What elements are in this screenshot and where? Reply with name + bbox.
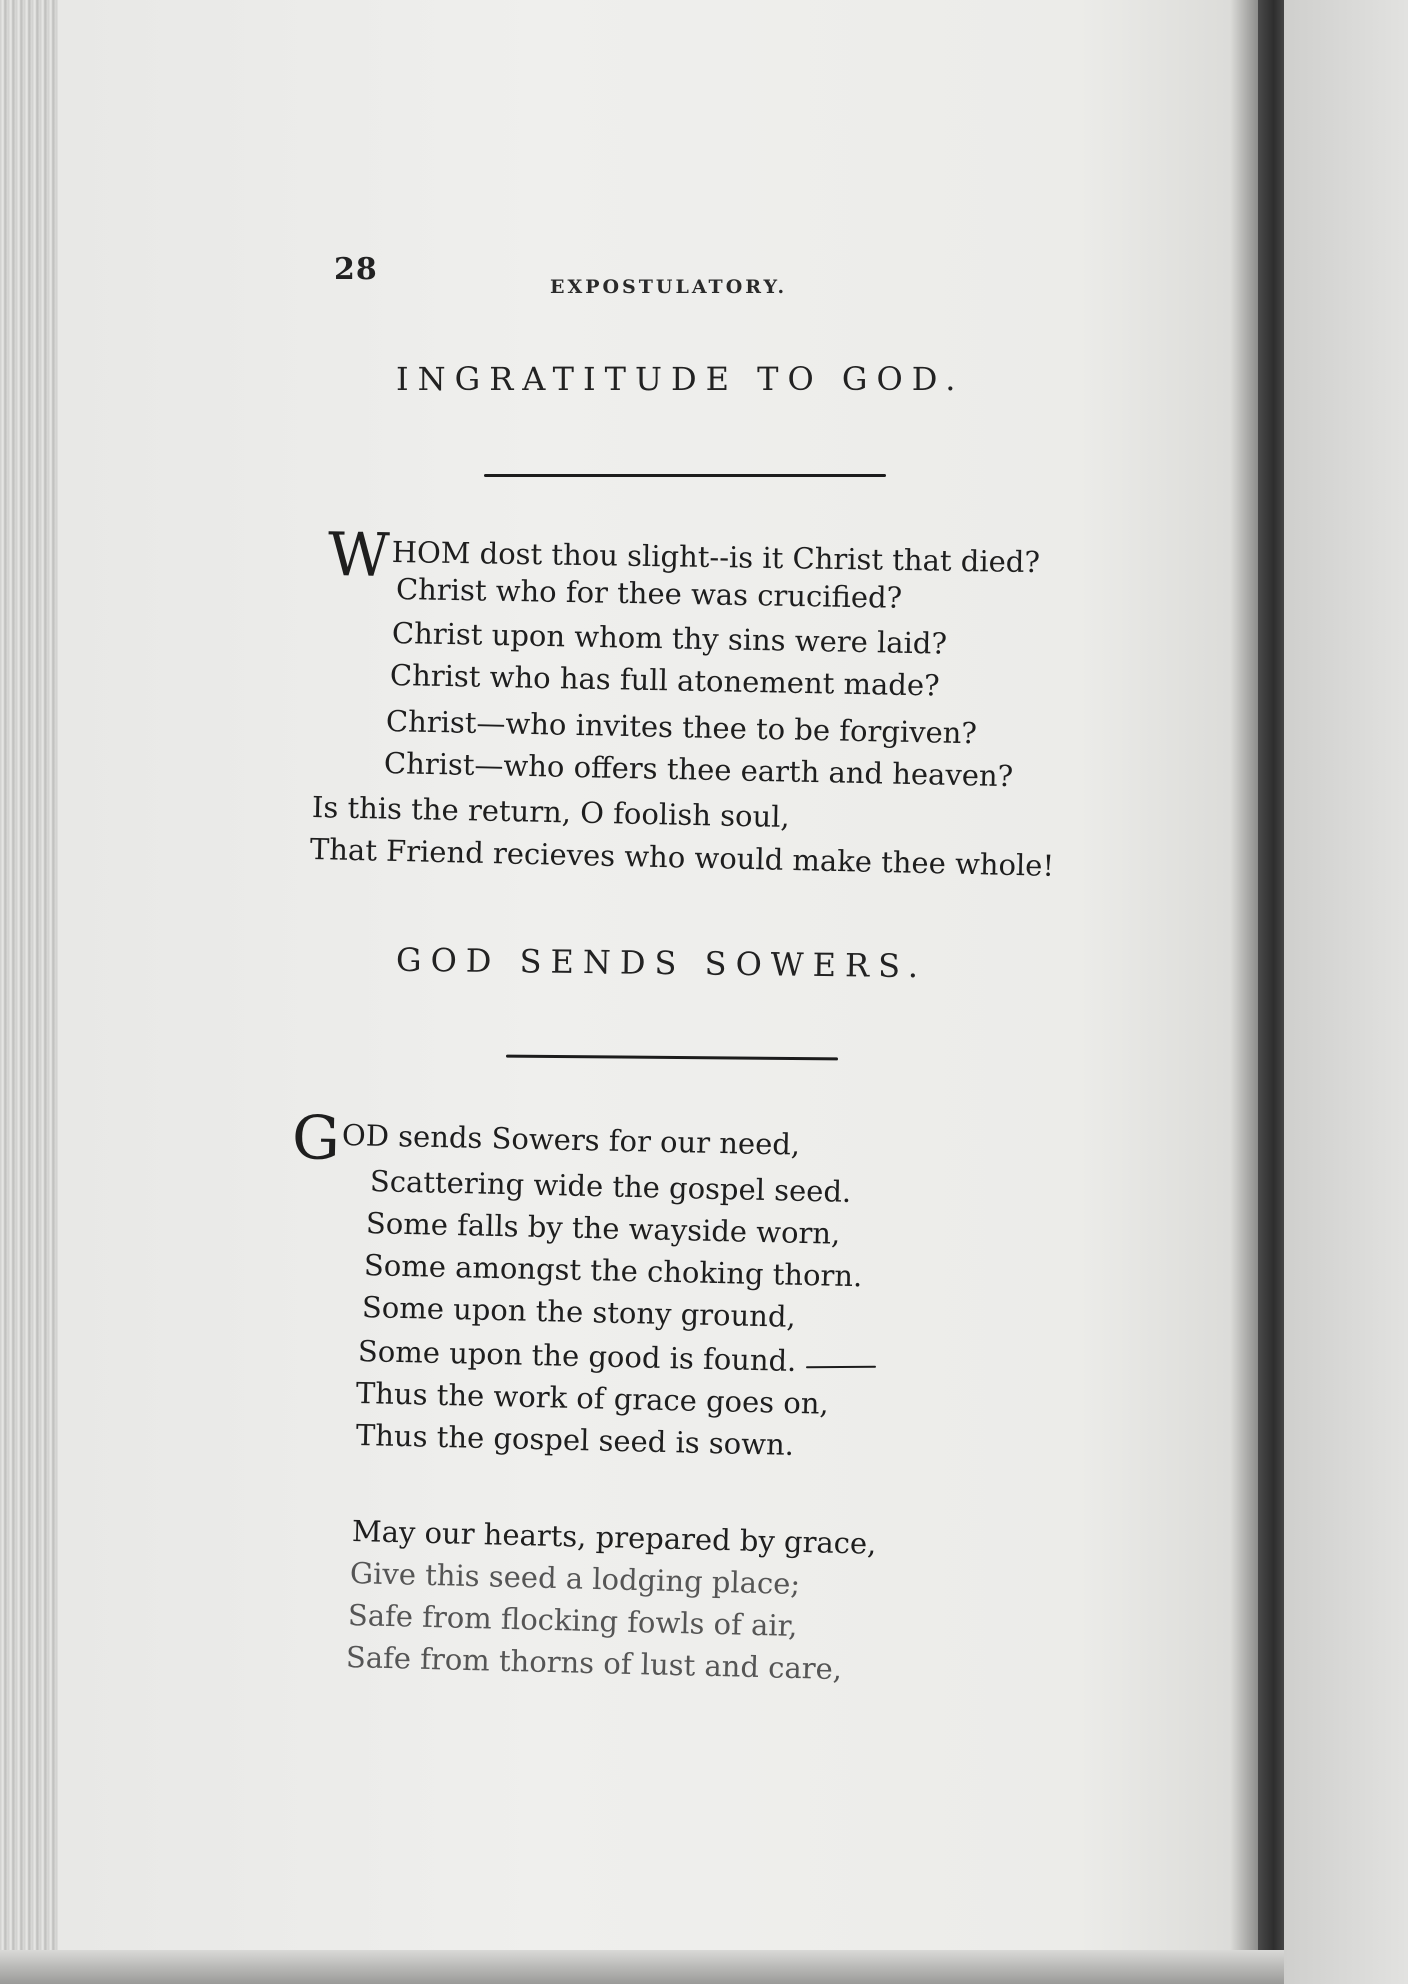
verse-line: Thus the gospel seed is sown. [355, 1418, 795, 1462]
verse-line: Safe from flocking fowls of air, [347, 1598, 798, 1643]
verse-line: Some amongst the choking thorn. [363, 1248, 863, 1294]
verse-line: That Friend recieves who would make thee whole! [309, 832, 1055, 883]
verse-line: Christ—who offers thee earth and heaven? [383, 746, 1014, 794]
poem-title-ingratitude: INGRATITUDE TO GOD. [396, 360, 965, 398]
page-bottom-edge [0, 1950, 1284, 1984]
verse-line-text: OD sends Sowers for our need, [341, 1118, 801, 1162]
verse-line: Christ upon whom thy sins were laid? [391, 616, 948, 661]
verse-line: Is this the return, O foolish soul, [311, 790, 791, 835]
verse-line: Thus the work of grace goes on, [355, 1376, 830, 1421]
verse-line: Some falls by the wayside worn, [365, 1206, 841, 1251]
verse-line: Some upon the good is found. [357, 1334, 797, 1378]
verse-line: Safe from thorns of lust and care, [345, 1640, 843, 1687]
verse-line: Christ who for thee was crucified? [395, 572, 903, 615]
poem-title-sowers: GOD SENDS SOWERS. [395, 940, 928, 986]
running-head [0, 0, 1408, 320]
verse-line: Give this seed a lodging place; [349, 1556, 801, 1601]
verse-line-text: HOM dost thou slight--is it Christ that died? [391, 535, 1041, 580]
verse-line: Scattering wide the gospel seed. [369, 1164, 852, 1209]
verse-line: May our hearts, prepared by grace, [351, 1514, 877, 1561]
verse-line: Christ who has full atonement made? [389, 658, 940, 703]
verse-line: Christ—who invites thee to be forgiven? [385, 704, 978, 751]
page-number: 28 [334, 252, 378, 287]
title-rule [484, 474, 886, 477]
drop-cap: W [327, 520, 391, 591]
verse-line: Some upon the stony ground, [361, 1290, 797, 1334]
section-heading: EXPOSTULATORY. [550, 276, 788, 298]
drop-cap: G [291, 1103, 341, 1174]
